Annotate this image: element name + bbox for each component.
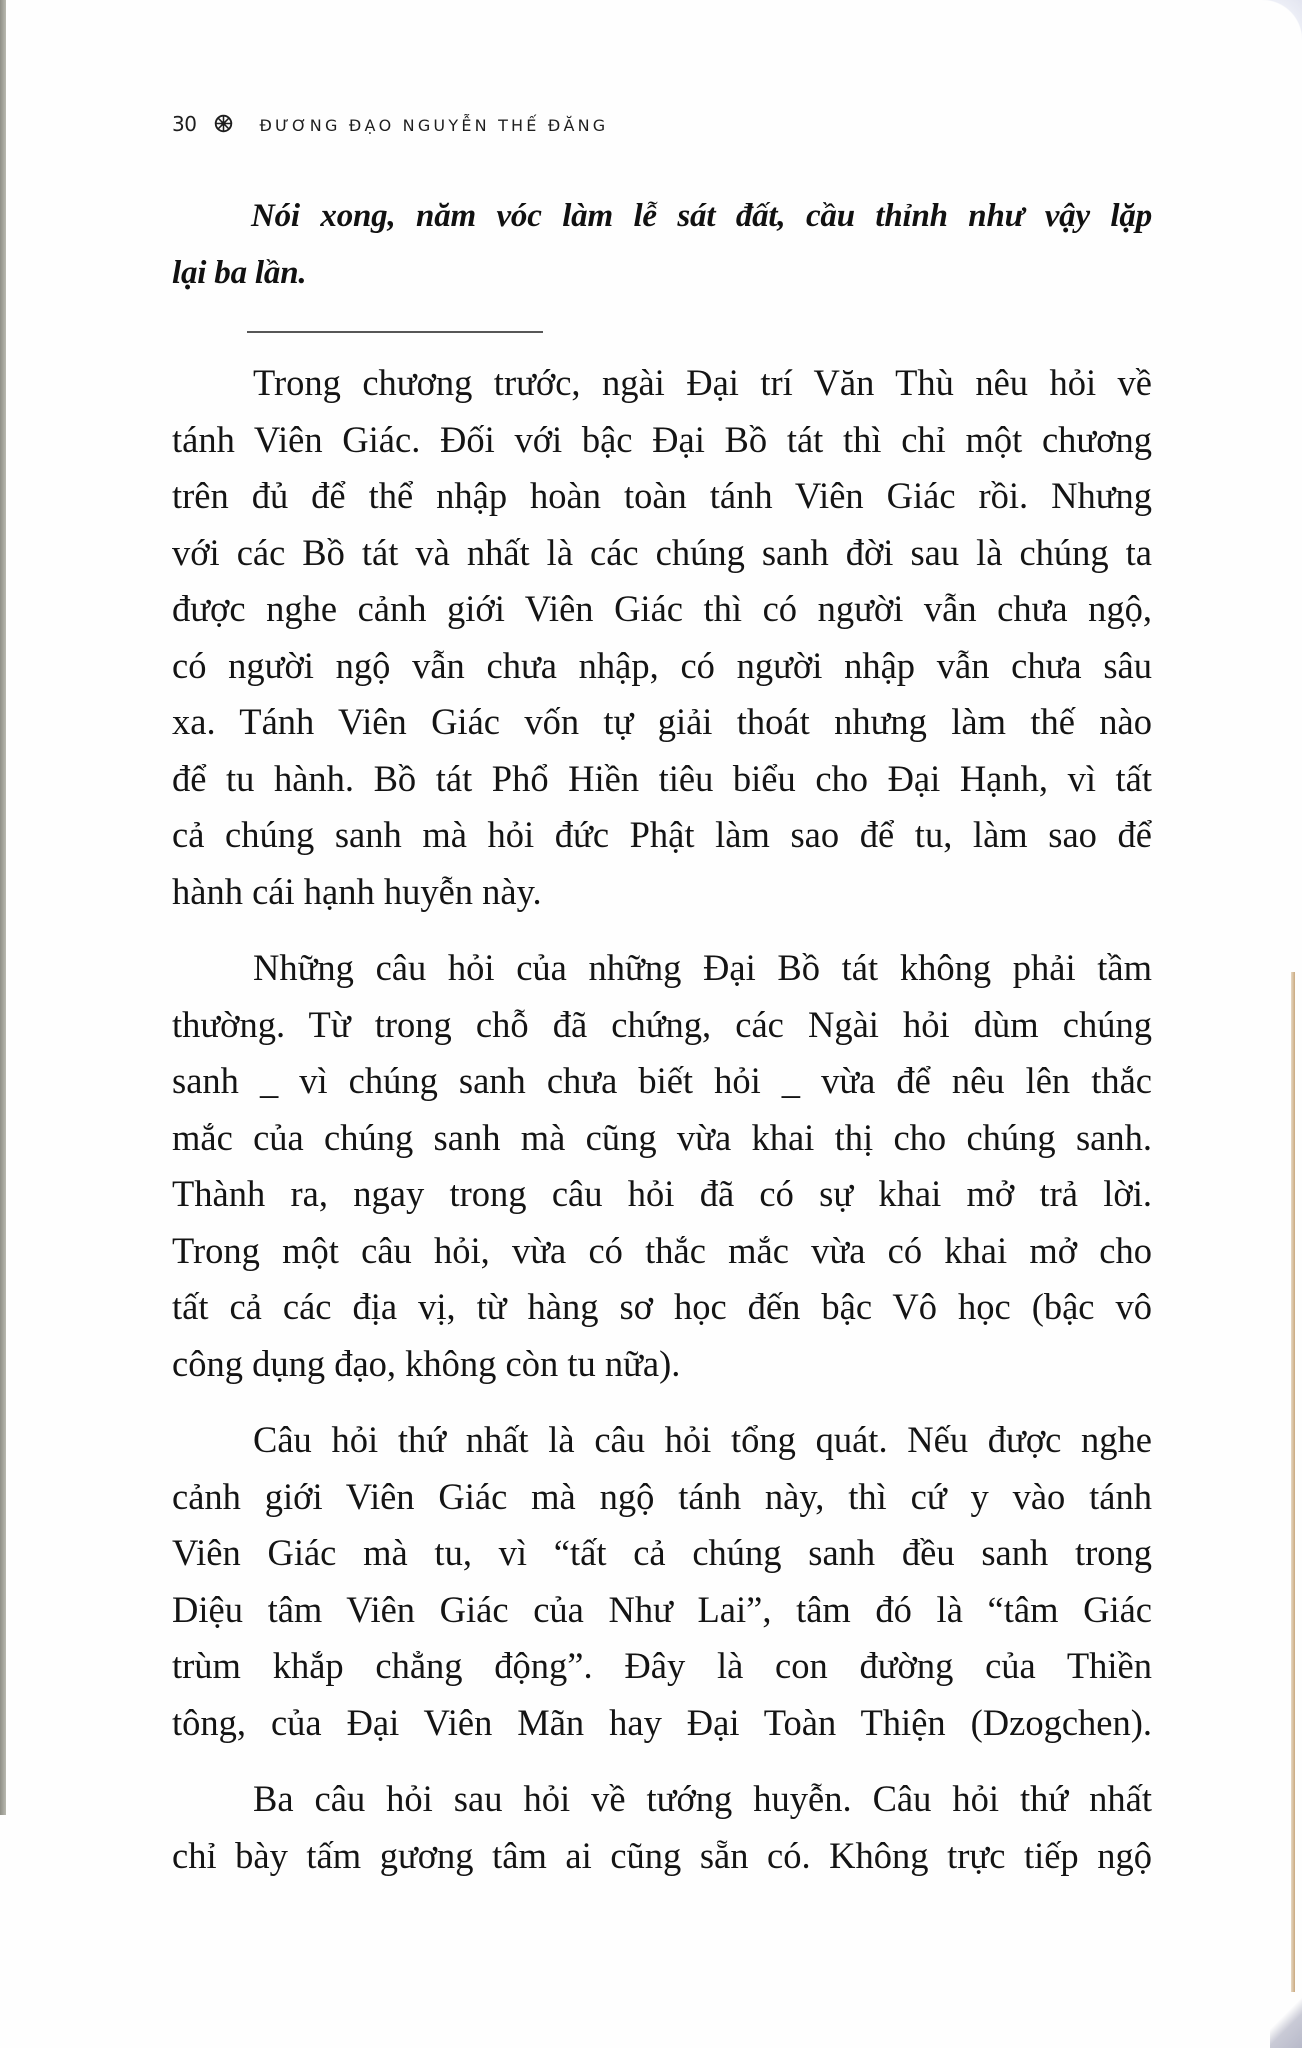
- text-line: trên đủ để thể nhập hoàn toàn tánh Viên Giác rồi. Nhưng: [172, 475, 1152, 516]
- text-line: cảnh giới Viên Giác mà ngộ tánh này, thì cứ y vào tánh: [172, 1475, 1152, 1517]
- paragraph-1: [172, 355, 1152, 920]
- text-line: Trong một câu hỏi, vừa có thắc mắc vừa có khai mở cho: [172, 1229, 1152, 1271]
- text-line: Thành ra, ngay trong câu hỏi đã có sự khai mở trả lời.: [172, 1173, 1152, 1214]
- text-line: thường. Từ trong chỗ đã chứng, các Ngài hỏi dùm chúng: [172, 1003, 1152, 1045]
- text-line: sanh _ vì chúng sanh chưa biết hỏi _ vừa để nêu lên thắc: [172, 1060, 1152, 1101]
- text-line: với các Bồ tát và nhất là các chúng sanh đời sau là chúng ta: [172, 531, 1152, 573]
- text-line: được nghe cảnh giới Viên Giác thì có người vẫn chưa ngộ,: [172, 588, 1152, 629]
- paragraph-2: [172, 940, 1152, 1392]
- page-stack-edge: [1291, 972, 1295, 1992]
- text-line: Câu hỏi thứ nhất là câu hỏi tổng quát. Nếu được nghe: [253, 1419, 1152, 1460]
- text-line: Những câu hỏi của những Đại Bồ tát không phải tầm: [253, 947, 1152, 988]
- text-line: có người ngộ vẫn chưa nhập, có người nhập vẫn chưa sâu: [172, 644, 1152, 686]
- quote-line: Nói xong, năm vóc làm lễ sát đất, cầu thỉnh như vậy lặp: [251, 198, 1152, 234]
- quote-line: lại ba lần.: [172, 255, 307, 291]
- text-line: cả chúng sanh mà hỏi đức Phật làm sao để tu, làm sao để: [172, 814, 1152, 855]
- text-line: công dụng đạo, không còn tu nữa).: [172, 1342, 681, 1384]
- paragraph-3: [172, 1412, 1152, 1751]
- text-line: trùm khắp chẳng động”. Đây là con đường của Thiền: [172, 1645, 1152, 1686]
- text-line: xa. Tánh Viên Giác vốn tự giải thoát nhưng làm thế nào: [172, 701, 1152, 742]
- text-line: Ba câu hỏi sau hỏi về tướng huyễn. Câu hỏi thứ nhất: [253, 1778, 1152, 1819]
- page-binding-edge: [0, 0, 6, 1815]
- paragraph-4: [172, 1771, 1152, 1884]
- text-line: Diệu tâm Viên Giác của Như Lai”, tâm đó là “tâm Giác: [172, 1588, 1152, 1630]
- text-line: tánh Viên Giác. Đối với bậc Đại Bồ tát thì chỉ một chương: [172, 418, 1152, 460]
- page-corner-top: [1262, 0, 1302, 40]
- text-line: mắc của chúng sanh mà cũng vừa khai thị cho chúng sanh.: [172, 1116, 1152, 1158]
- text-line: tất cả các địa vị, từ hàng sơ học đến bậc Vô học (bậc vô: [172, 1286, 1152, 1327]
- text-line: hành cái hạnh huyễn này.: [172, 870, 542, 912]
- sutra-quote: [172, 188, 1152, 302]
- text-line: để tu hành. Bồ tát Phổ Hiền tiêu biểu cho Đại Hạnh, vì tất: [172, 757, 1152, 799]
- text-line: chỉ bày tấm gương tâm ai cũng sẵn có. Không trực tiếp ngộ: [172, 1834, 1152, 1876]
- dharma-wheel-icon: [214, 114, 233, 133]
- page-corner-shadow: [1270, 1995, 1302, 2048]
- text-line: Trong chương trước, ngài Đại trí Văn Thù nêu hỏi về: [253, 362, 1152, 403]
- running-header: [172, 112, 608, 144]
- book-title: ĐƯƠNG ĐẠO NGUYỄN THẾ ĐĂNG: [259, 116, 609, 135]
- text-line: Viên Giác mà tu, vì “tất cả chúng sanh đều sanh trong: [172, 1532, 1152, 1573]
- page-number: 30: [172, 112, 197, 136]
- commentary-text: [172, 355, 1152, 1904]
- section-divider: [247, 331, 543, 333]
- text-line: tông, của Đại Viên Mãn hay Đại Toàn Thiện (Dzogchen).: [172, 1701, 1152, 1743]
